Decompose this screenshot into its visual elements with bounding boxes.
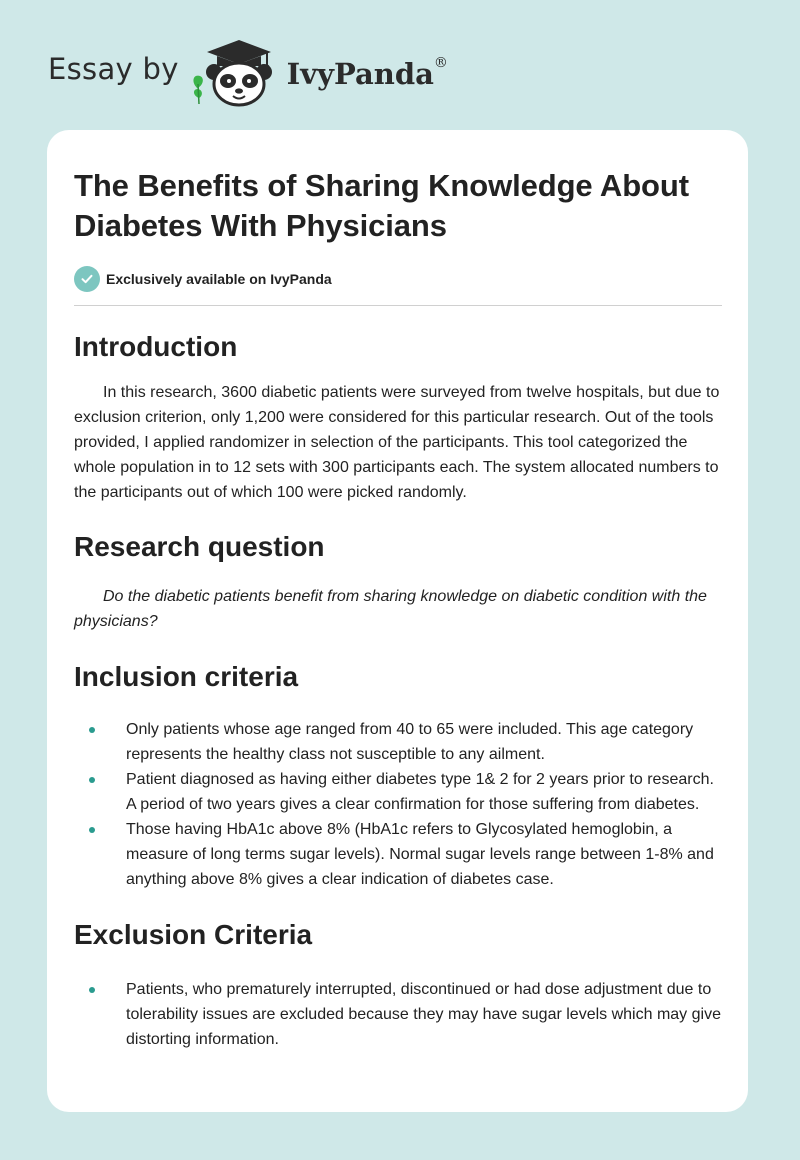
exclusive-badge bbox=[74, 266, 722, 292]
page-title: The Benefits of Sharing Knowledge About Diabetes With Physicians bbox=[74, 168, 689, 243]
inclusion-list bbox=[74, 717, 722, 892]
list-item-text: Patients, who prematurely interrupted, discontinued or had dose adjustment due to tolerability issues are excluded because they may have sugar levels which may give distorting information. bbox=[126, 981, 721, 1048]
check-icon bbox=[74, 266, 100, 292]
brand-name bbox=[287, 57, 448, 91]
bullet-icon bbox=[89, 727, 95, 733]
brand-name-text: IvyPanda bbox=[286, 57, 434, 91]
section-heading-introduction: Introduction bbox=[74, 331, 238, 362]
essay-card bbox=[47, 130, 748, 1112]
section-heading-inclusion: Inclusion criteria bbox=[74, 661, 299, 692]
research-question-paragraph: Do the diabetic patients benefit from sharing knowledge on diabetic condition with the physicians? bbox=[74, 588, 707, 630]
ivy-leaf-icon bbox=[193, 76, 202, 104]
list-item-text: Only patients whose age ranged from 40 to 65 were included. This age category represents the healthy class not susceptible to any ailment. bbox=[126, 721, 694, 763]
exclusion-list bbox=[74, 977, 722, 1052]
section-heading-research-question: Research question bbox=[74, 531, 325, 562]
list-item-text: Those having HbA1c above 8% (HbA1c refers to Glycosylated hemoglobin, a measure of long terms sugar levels). Normal sugar levels range between 1-8% and anything above 8% gives a clear indication of diabetes case. bbox=[126, 821, 714, 888]
bullet-icon bbox=[89, 777, 95, 783]
bullet-icon bbox=[89, 827, 95, 833]
list-item bbox=[74, 767, 722, 817]
logo-prefix-text: Essay by bbox=[48, 52, 179, 86]
registered-mark: ® bbox=[433, 55, 448, 71]
list-item-text: Patient diagnosed as having either diabetes type 1& 2 for 2 years prior to research. A period of two years gives a clear confirmation for those suffering from diabetes. bbox=[126, 771, 714, 813]
list-item bbox=[74, 817, 722, 892]
bullet-icon bbox=[89, 987, 95, 993]
list-item bbox=[74, 977, 722, 1052]
introduction-paragraph: In this research, 3600 diabetic patients were surveyed from twelve hospitals, but due to exclusion criterion, only 1,200 were considered for this particular research. Out of the tools provided, I applied randomizer in selection of the participants. This tool categorized the whole population in to 12 sets with 300 participants each. The system allocated numbers to the participants out of which 100 were picked randomly. bbox=[74, 384, 720, 501]
site-logo[interactable] bbox=[48, 36, 448, 108]
divider bbox=[74, 305, 722, 306]
section-heading-exclusion: Exclusion Criteria bbox=[74, 919, 313, 950]
list-item bbox=[74, 717, 722, 767]
exclusive-label: Exclusively available on IvyPanda bbox=[106, 271, 332, 287]
panda-mascot-icon bbox=[187, 36, 283, 108]
